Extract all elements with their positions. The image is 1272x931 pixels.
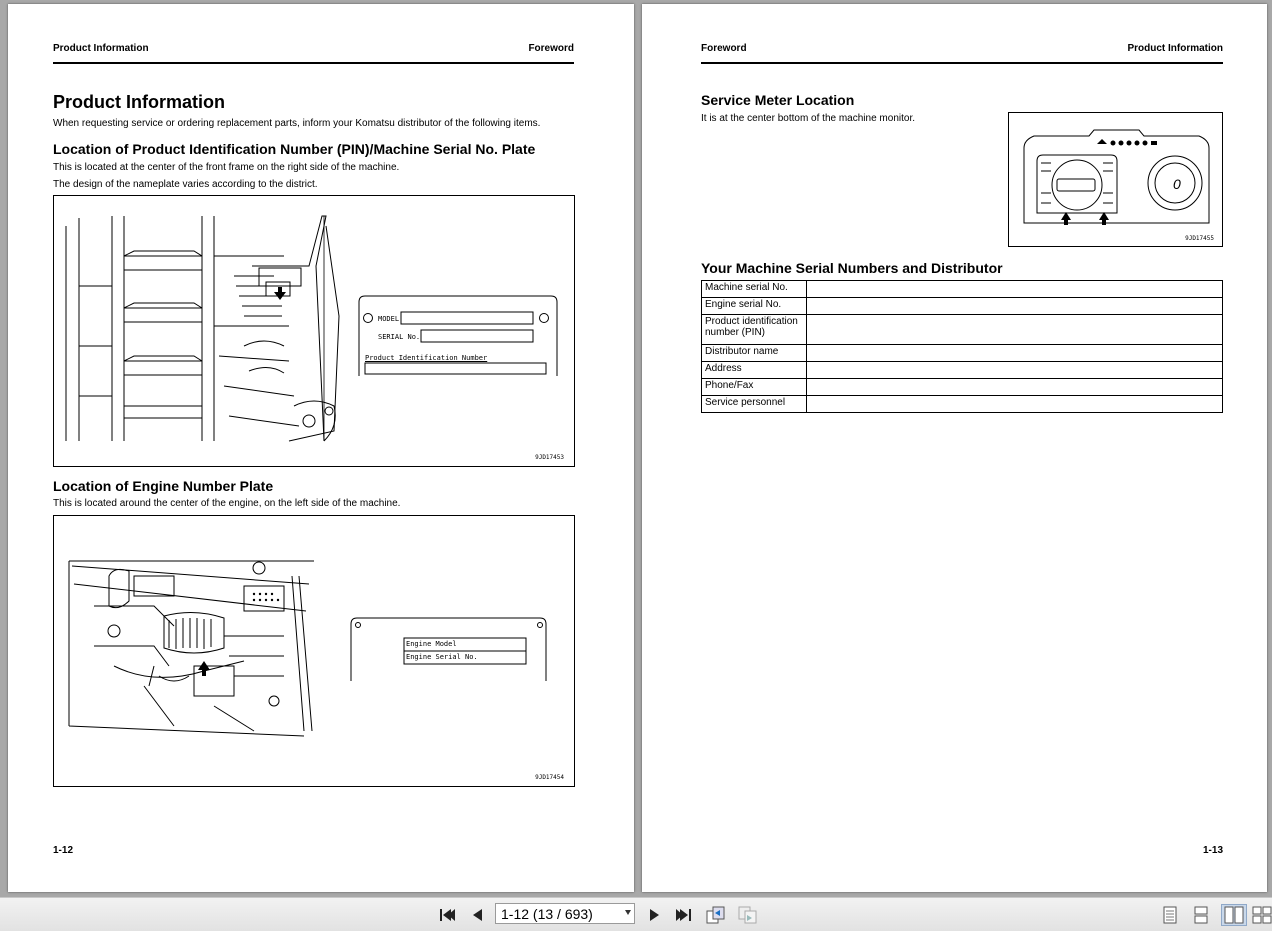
row-value[interactable] [807,362,1223,379]
figure-code: 9JD17453 [535,454,564,461]
row-value[interactable] [807,345,1223,362]
running-head-right: Foreword [528,43,574,54]
running-head-left: Foreword [701,43,747,54]
plate-serial-label: SERIAL No. [378,333,421,341]
previous-page-button[interactable] [466,904,488,926]
engine-arrow-icon [198,661,210,676]
meter-heading: Service Meter Location [701,92,855,108]
continuous-icon [1193,906,1209,924]
pin-heading: Location of Product Identification Number (PIN)/Machine Serial No. Plate [53,141,536,157]
next-view-icon [738,906,758,924]
plate-model-label: MODEL [378,315,400,323]
row-label: Product identification number (PIN) [702,315,807,345]
last-page-icon [675,907,693,923]
row-value[interactable] [807,379,1223,396]
row-value[interactable] [807,315,1223,345]
plate-pin-label: Product Identification Number [365,354,488,362]
monitor-drawing [1009,113,1222,246]
engine-heading: Location of Engine Number Plate [53,478,274,494]
continuous-facing-icon [1252,906,1272,924]
intro-text: When requesting service or ordering replacement parts, inform your Komatsu distributor of the following items. [53,118,541,129]
figure-code: 9JD17455 [1185,235,1214,242]
table-row [702,362,1223,379]
table-row [702,345,1223,362]
running-head [701,43,1223,64]
row-value[interactable] [807,298,1223,315]
row-label: Engine serial No. [702,298,807,315]
first-page-button[interactable] [436,904,458,926]
running-head-right: Product Information [1127,43,1223,54]
dropdown-arrow-icon [625,910,631,915]
table-row [702,396,1223,413]
single-page-icon [1162,906,1178,924]
engine-model-label: Engine Model [406,640,457,648]
next-view-button[interactable] [737,904,759,926]
frame-drawing [54,196,574,466]
table-row [702,379,1223,396]
serial-heading: Your Machine Serial Numbers and Distributor [701,260,1003,276]
page-number-value: 1-12 (13 / 693) [501,906,593,922]
table-row [702,315,1223,345]
running-head [53,43,574,64]
row-label: Distributor name [702,345,807,362]
page-number: 1-12 [53,845,74,856]
monitor-figure [1008,112,1223,247]
page-number: 1-13 [1202,845,1223,856]
continuous-facing-view-button[interactable] [1252,904,1272,926]
page-number-field[interactable] [495,903,635,924]
row-value[interactable] [807,281,1223,298]
figure-code: 9JD17454 [535,774,564,781]
serial-numbers-table [701,280,1223,413]
first-page-icon [438,907,456,923]
page-title: Product Information [53,92,225,112]
pin-location-figure [53,195,575,467]
last-page-button[interactable] [673,904,695,926]
page-1-13 [642,4,1267,892]
next-page-icon [647,907,661,923]
facing-icon [1224,906,1244,924]
previous-view-button[interactable] [705,904,727,926]
engine-serial-label: Engine Serial No. [406,653,478,661]
pin-arrow-icon [274,287,286,300]
meter-text: It is at the center bottom of the machine monitor. [701,113,915,124]
facing-view-button[interactable] [1221,904,1247,926]
engine-text: This is located around the center of the engine, on the left side of the machine. [53,498,401,509]
pin-text-2: The design of the nameplate varies according to the district. [53,179,318,190]
previous-view-icon [706,906,726,924]
row-label: Phone/Fax [702,379,807,396]
running-head-left: Product Information [53,43,149,54]
engine-location-figure [53,515,575,787]
engine-drawing [54,516,574,786]
page-1-12 [8,4,634,892]
previous-page-icon [470,907,484,923]
next-page-button[interactable] [643,904,665,926]
row-label: Machine serial No. [702,281,807,298]
single-page-view-button[interactable] [1159,904,1181,926]
row-label: Service personnel [702,396,807,413]
svg-text:0: 0 [1173,176,1181,192]
table-row [702,298,1223,315]
pin-text-1: This is located at the center of the front frame on the right side of the machine. [53,162,400,173]
continuous-view-button[interactable] [1190,904,1212,926]
navigation-toolbar [0,897,1272,931]
row-value[interactable] [807,396,1223,413]
table-row [702,281,1223,298]
row-label: Address [702,362,807,379]
